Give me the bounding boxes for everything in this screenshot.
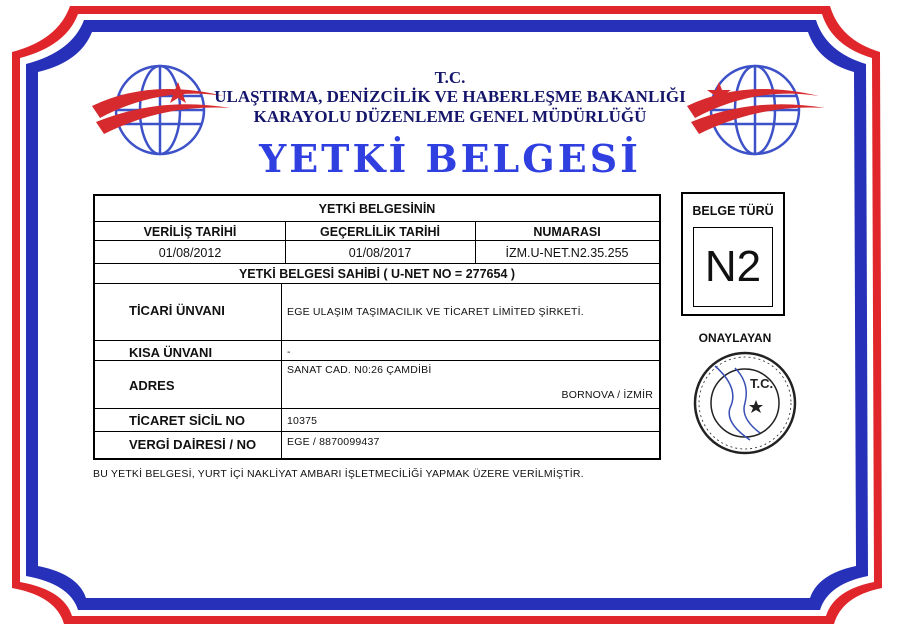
certificate-type-inner bbox=[693, 227, 773, 307]
ministry-name: ULAŞTIRMA, DENİZCİLİK VE HABERLEŞME BAKANLIĞI bbox=[214, 87, 686, 106]
certificate-type-code: N2 bbox=[704, 242, 762, 291]
certificate-type-label: BELGE TÜRÜ bbox=[692, 204, 774, 218]
directorate-name: KARAYOLU DÜZENLEME GENEL MÜDÜRLÜĞÜ bbox=[253, 107, 647, 126]
trade-name-label: TİCARİ ÜNVANI bbox=[129, 303, 225, 318]
seal-text: T.C. bbox=[750, 376, 774, 391]
column-validity-date: GEÇERLİLİK TARİHİ bbox=[320, 225, 440, 239]
address-line2: BORNOVA / İZMİR bbox=[561, 389, 653, 401]
column-number: NUMARASI bbox=[533, 225, 601, 239]
short-name-label: KISA ÜNVANI bbox=[129, 345, 213, 360]
issue-date: 01/08/2012 bbox=[158, 246, 222, 260]
header-tc: T.C. bbox=[434, 68, 466, 87]
certificate-number: İZM.U-NET.N2.35.255 bbox=[505, 246, 629, 260]
document-title: YETKİ BELGESİ bbox=[259, 136, 641, 181]
validity-date: 01/08/2017 bbox=[348, 246, 412, 260]
trade-name-value: EGE ULAŞIM TAŞIMACILIK VE TİCARET LİMİTED ŞİRKETİ. bbox=[287, 306, 584, 318]
section-title: YETKİ BELGESİNİN bbox=[318, 202, 436, 216]
certificate-table bbox=[93, 194, 661, 460]
registry-label: TİCARET SİCİL NO bbox=[129, 413, 246, 428]
address-line1: SANAT CAD. N0:26 ÇAMDİBİ bbox=[287, 364, 432, 376]
certificate-type-box bbox=[681, 192, 785, 316]
column-issue-date: VERİLİŞ TARİHİ bbox=[143, 225, 237, 239]
address-label: ADRES bbox=[129, 378, 175, 393]
registry-value: 10375 bbox=[287, 415, 318, 427]
tax-label: VERGİ DAİRESİ / NO bbox=[129, 437, 257, 452]
tax-value: EGE / 8870099437 bbox=[287, 436, 380, 448]
short-name-value: - bbox=[287, 346, 291, 358]
holder-title: YETKİ BELGESİ SAHİBİ ( U-NET NO = 277654 ) bbox=[238, 267, 516, 281]
official-seal bbox=[690, 348, 800, 458]
footer-note: BU YETKİ BELGESİ, YURT İÇİ NAKLİYAT AMBARI İŞLETMECİLİĞİ YAPMAK ÜZERE VERİLMİŞTİR. bbox=[93, 468, 584, 480]
approver-label: ONAYLAYAN bbox=[698, 331, 772, 345]
